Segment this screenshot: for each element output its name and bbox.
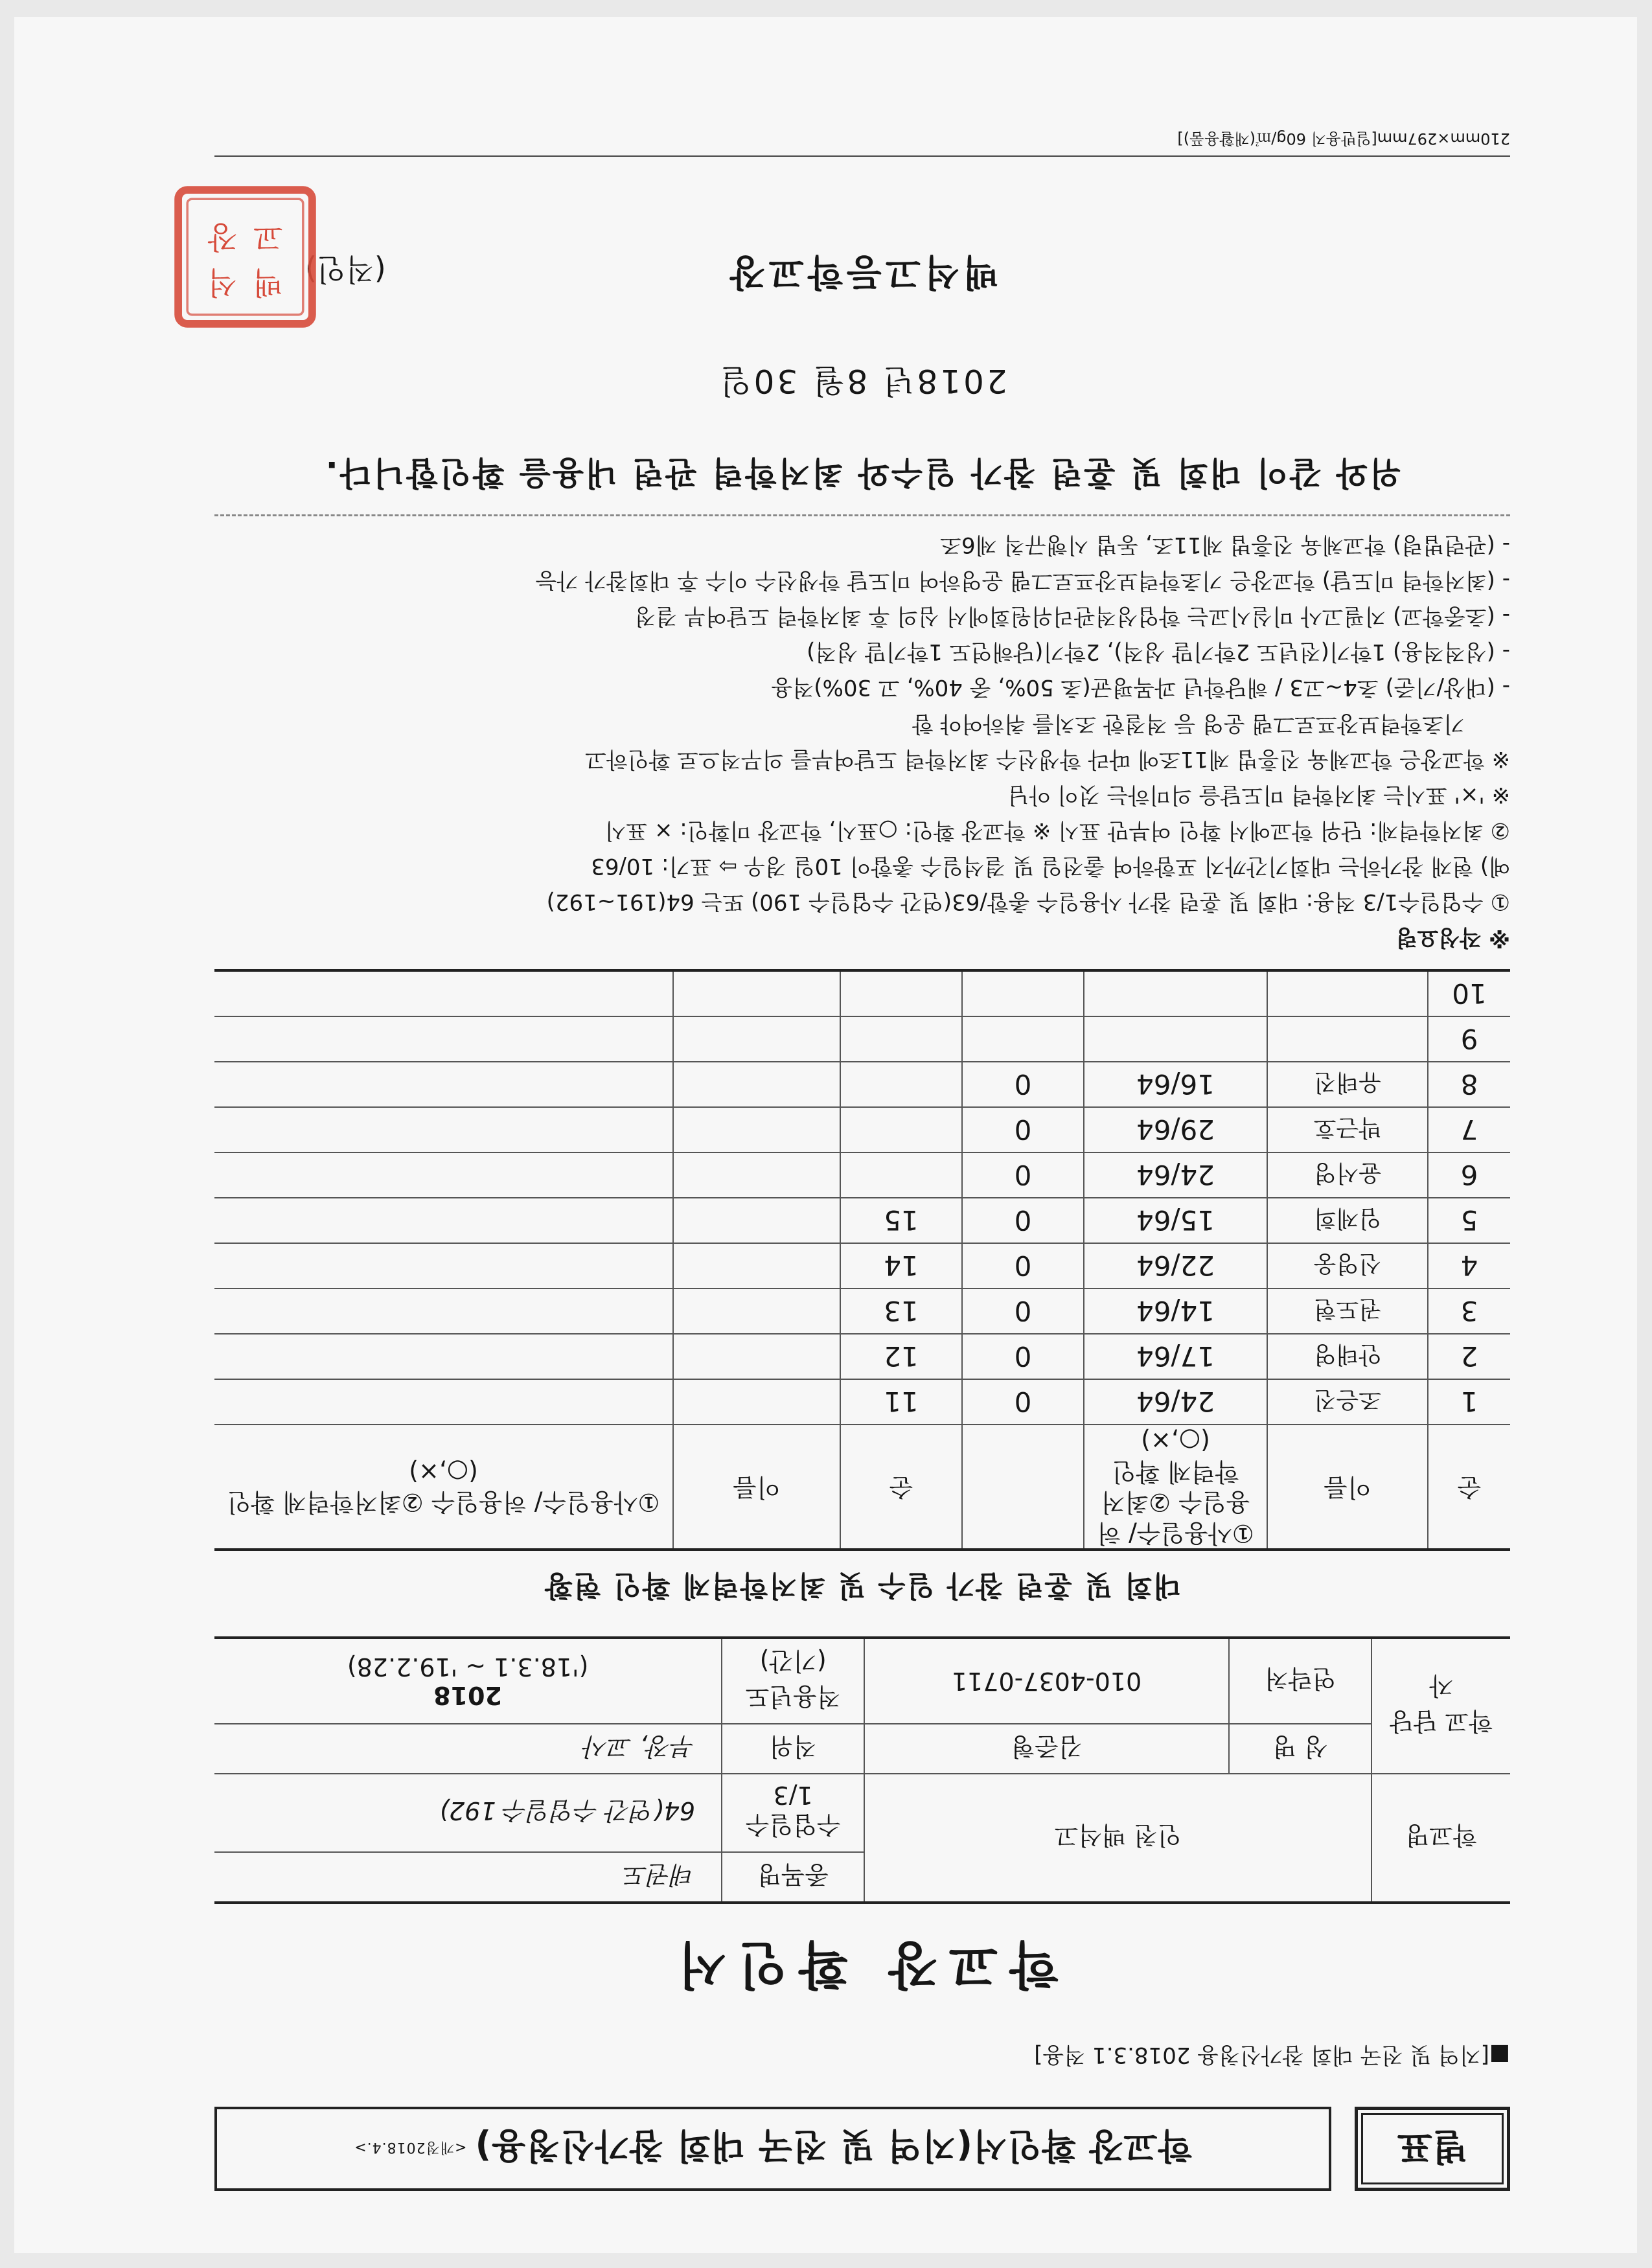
row-no-2: 15: [840, 1198, 962, 1243]
period-range: ('18.3.1 ~ '19.2.28): [347, 1653, 589, 1681]
confirmation-statement: 위와 같이 대회 및 훈련 참가 일수와 최저학력 관련 내용을 확인합니다.: [323, 454, 1401, 492]
row-check: 0: [962, 1198, 1084, 1243]
sport-value: 태권도: [214, 1852, 722, 1903]
table-row: [214, 1334, 1510, 1379]
paper-spec-footer: 210mm×297mm[일반용지 60g/㎡(재활용품)]: [214, 129, 1510, 157]
row-no-2: 13: [840, 1289, 962, 1334]
instruction-line: ① 수업일수1/3 적용: 대회 및 훈련 참가 사용일수 총합/63(연간 수업일수 190) 또는 64(191~192): [546, 888, 1510, 915]
row-no: 3: [1428, 1289, 1510, 1334]
row-days-2: [214, 1334, 673, 1379]
row-check: 0: [962, 1334, 1084, 1379]
contact-label: 연락처: [1229, 1638, 1371, 1724]
row-no: 8: [1428, 1062, 1510, 1107]
row-check: [962, 970, 1084, 1016]
days-label: 수업일수 1/3: [722, 1774, 864, 1852]
row-no-2: [840, 1016, 962, 1062]
appendix-header: [214, 2107, 1510, 2191]
table-row: [214, 1107, 1510, 1152]
row-days: 16/64: [1084, 1062, 1267, 1107]
row-name: [1267, 1016, 1428, 1062]
table-row: [214, 970, 1510, 1016]
row-no: 5: [1428, 1198, 1510, 1243]
sport-label: 종목명: [722, 1852, 864, 1903]
row-no-2: [840, 970, 962, 1016]
row-name: 윤서영: [1267, 1152, 1428, 1198]
signature-row: [207, 197, 1510, 326]
row-no-2: 11: [840, 1379, 962, 1425]
row-name-2: [673, 1016, 840, 1062]
row-name: [1267, 970, 1428, 1016]
row-name-2: [673, 1243, 840, 1289]
row-days-2: [214, 1243, 673, 1289]
instructions-heading: ※ 작성요령: [1395, 924, 1510, 950]
issue-date: 2018년 8월 30일: [717, 362, 1007, 400]
row-days-2: [214, 1152, 673, 1198]
header-name: 이름: [1267, 1425, 1428, 1550]
row-days: 17/64: [1084, 1334, 1267, 1379]
school-info-table: [214, 1636, 1510, 1904]
appendix-title: 학교장 확인서(지역 및 전국 대회 참가신청용): [474, 2125, 1192, 2167]
seal-char: 장: [207, 218, 237, 255]
seal-char: 석: [207, 264, 237, 301]
row-no-2: [840, 1152, 962, 1198]
row-days: [1084, 1016, 1267, 1062]
row-check: 0: [962, 1289, 1084, 1334]
divider: [214, 514, 1510, 516]
row-no: 1: [1428, 1379, 1510, 1425]
row-days-2: [214, 1016, 673, 1062]
row-name-2: [673, 1334, 840, 1379]
instruction-line: - (관련법령) 학교체육 진흥법 제11조, 동법 시행규칙 제6조: [940, 532, 1510, 558]
row-days: 14/64: [1084, 1289, 1267, 1334]
row-name: 안태영: [1267, 1334, 1428, 1379]
name-value: 김준형: [864, 1724, 1229, 1774]
instructions: [214, 527, 1510, 955]
manager-label: 학교 담당자: [1371, 1638, 1510, 1774]
header-name-2: 이름: [673, 1425, 840, 1550]
row-name: 조은진: [1267, 1379, 1428, 1425]
instruction-line: 예) 현재 참가하는 대회기간까지 포함하여 출전일 및 결석일수 총합이 10일 경우 ⇨ 표기: 10/63: [591, 853, 1510, 879]
table-row: [214, 1016, 1510, 1062]
row-name-2: [673, 1062, 840, 1107]
table-row: [214, 1379, 1510, 1425]
table-row: [214, 1152, 1510, 1198]
row-days-2: [214, 970, 673, 1016]
official-seal: [169, 181, 321, 333]
row-no: 4: [1428, 1243, 1510, 1289]
table-row: [214, 1289, 1510, 1334]
position-label: 직위: [722, 1724, 864, 1774]
position-value: 부장, 교사: [214, 1724, 722, 1774]
instruction-line: ② 최저학력제: 단위 학교에서 확인 여부만 표시 ※ 학교장 확인: ○표시, 학교장 미확인: × 표시: [604, 817, 1510, 843]
row-no-2: [840, 1107, 962, 1152]
seal-char: 백: [253, 264, 283, 301]
appendix-title-box: [214, 2107, 1331, 2191]
header-no-2: 순: [840, 1425, 962, 1550]
row-days: 22/64: [1084, 1243, 1267, 1289]
table-row: [214, 1198, 1510, 1243]
row-check: 0: [962, 1379, 1084, 1425]
period-year: 2018: [433, 1681, 502, 1710]
row-days: 24/64: [1084, 1152, 1267, 1198]
row-no-2: 14: [840, 1243, 962, 1289]
row-name-2: [673, 1198, 840, 1243]
period-label: 적용년도 (기간): [722, 1638, 864, 1724]
document-sheet: [14, 17, 1637, 2253]
row-name-2: [673, 970, 840, 1016]
row-check: [962, 1016, 1084, 1062]
row-name: 신영웅: [1267, 1243, 1428, 1289]
row-check: 0: [962, 1107, 1084, 1152]
instruction-line: - (최저학력 미도달) 학교장은 기초학력보장프로그램 운영하여 미도달 학생선수 이수 후 대회참가 가능: [535, 567, 1510, 594]
row-name: 박근호: [1267, 1107, 1428, 1152]
row-days-2: [214, 1379, 673, 1425]
instruction-line: 기초학력보장프로그램 운영 등 적절한 조치를 취하여야 함: [912, 710, 1465, 737]
header-check: ①사용일수/ 허용일수 ②최저학력제 확인(○,×): [1084, 1425, 1267, 1550]
row-days-2: [214, 1289, 673, 1334]
row-name-2: [673, 1107, 840, 1152]
row-days: 24/64: [1084, 1379, 1267, 1425]
row-check: 0: [962, 1152, 1084, 1198]
form-caption: ■[지역 및 전국 대회 참가신청용 2018.3.1 적용]: [1034, 2042, 1510, 2068]
period-cell: [214, 1638, 722, 1724]
header-check-2: [962, 1425, 1084, 1550]
school-value: 인천 백석고: [864, 1774, 1371, 1903]
document-content: [207, 130, 1510, 2191]
row-name-2: [673, 1152, 840, 1198]
row-no-2: [840, 1062, 962, 1107]
row-no: 2: [1428, 1334, 1510, 1379]
row-days-2: [214, 1062, 673, 1107]
contact-value: 010-4037-0711: [864, 1638, 1229, 1724]
instruction-line: - (초중학교) 지필고사 미실시교는 학업성적관리위원회에서 심의 후 최저학력 도달여부 결정: [634, 603, 1510, 630]
appendix-tag: 별표: [1355, 2107, 1510, 2191]
status-header-row: [214, 1425, 1510, 1550]
row-days: 15/64: [1084, 1198, 1267, 1243]
row-days: 29/64: [1084, 1107, 1267, 1152]
status-rows: [214, 970, 1510, 1425]
appendix-revision: <개정2018.4.>: [354, 2139, 467, 2156]
row-no: 9: [1428, 1016, 1510, 1062]
seal-char: 교: [253, 218, 283, 255]
status-table: [214, 969, 1510, 1551]
row-check: 0: [962, 1243, 1084, 1289]
document-title: 학교장 확인서: [666, 1935, 1059, 1993]
school-label: 학교명: [1371, 1774, 1510, 1903]
name-label: 성 명: [1229, 1724, 1371, 1774]
instruction-line: - (성적적용) 1학기(전년도 2학기말 성적), 2학기(당해연도 1학기말 성적): [807, 639, 1510, 665]
instruction-line: ※ '×' 표시는 최저학력 미도달을 의미하는 것이 아님: [1007, 781, 1510, 808]
row-no: 7: [1428, 1107, 1510, 1152]
row-name-2: [673, 1379, 840, 1425]
status-title: 대회 및 훈련 참가 일수 및 최저학력제 확인 현황: [543, 1569, 1182, 1602]
row-days-2: [214, 1198, 673, 1243]
principal-name: 백석고등학교장: [726, 251, 999, 293]
instruction-line: ※ 학교장은 학교체육 진흥법 제11조에 따라 학생선수 최저학력 도달여부를 의무적으로 확인하고: [585, 746, 1510, 772]
row-no: 10: [1428, 970, 1510, 1016]
row-name: 권도현: [1267, 1289, 1428, 1334]
row-name: 임제희: [1267, 1198, 1428, 1243]
row-no: 6: [1428, 1152, 1510, 1198]
header-check-3: ①사용일수/ 허용일수 ②최저학력제 확인(○,×): [214, 1425, 673, 1550]
days-value: 64(연간 수업일수 192): [214, 1774, 722, 1852]
row-name-2: [673, 1289, 840, 1334]
seal-label: (직인): [305, 252, 386, 288]
row-check: 0: [962, 1062, 1084, 1107]
instruction-line: - (대상/기준) 초4~고3 / 해당학년 과목평균(초 50%, 중 40%, 고 30%)적용: [771, 674, 1510, 701]
table-row: [214, 1062, 1510, 1107]
table-row: [214, 1243, 1510, 1289]
header-no: 순: [1428, 1425, 1510, 1550]
row-days-2: [214, 1107, 673, 1152]
row-name: 유태진: [1267, 1062, 1428, 1107]
row-days: [1084, 970, 1267, 1016]
row-no-2: 12: [840, 1334, 962, 1379]
